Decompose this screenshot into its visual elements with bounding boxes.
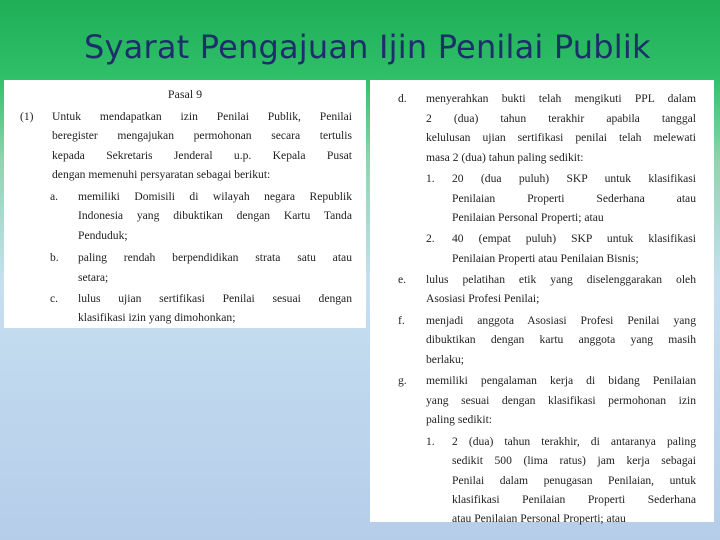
intro-line: dengan memenuhi persyaratan sebagai berikut: — [52, 168, 271, 181]
list-item-line: masa 2 (dua) tahun paling sedikit: — [426, 151, 584, 164]
sub-list-item-line: 2 (dua) tahun terakhir, di antaranya paling — [452, 435, 696, 448]
regulation-page-left — [4, 80, 366, 328]
list-item-line: memiliki pengalaman kerja di bidang Penilaian — [426, 374, 696, 387]
list-marker: f. — [398, 314, 405, 327]
sub-list-item-line: Penilaian Properti Sederhana atau — [452, 192, 696, 205]
list-item-line: berlaku; — [426, 353, 464, 366]
list-item-line: yang sesuai dengan klasifikasi permohonan izin — [426, 394, 696, 407]
list-marker: d. — [398, 92, 407, 105]
list-item-line: setara; — [78, 271, 109, 284]
paragraph-marker: (1) — [20, 110, 34, 123]
list-item-line: paling rendah berpendidikan strata satu atau — [78, 251, 352, 264]
list-item-line: klasifikasi izin yang dimohonkan; — [78, 311, 236, 324]
list-marker: a. — [50, 190, 59, 203]
list-marker: g. — [398, 374, 407, 387]
list-item-line: menjadi anggota Asosiasi Profesi Penilai yang — [426, 314, 696, 327]
list-item-line: 2 (dua) tahun terakhir apabila tanggal — [426, 112, 696, 125]
intro-line: beregister mengajukan permohonan secara tertulis — [52, 129, 352, 142]
list-item-line: Asosiasi Profesi Penilai; — [426, 292, 540, 305]
list-item-line: lulus ujian sertifikasi Penilai sesuai dengan — [78, 292, 352, 305]
sub-list-item-line: 20 (dua puluh) SKP untuk klasifikasi — [452, 172, 696, 185]
sub-list-item-line: sedikit 500 (lima ratus) jam kerja sebagai — [452, 454, 696, 467]
list-item-line: menyerahkan bukti telah mengikuti PPL dalam — [426, 92, 696, 105]
list-item-line: paling sedikit: — [426, 413, 493, 426]
list-marker: b. — [50, 251, 59, 264]
sub-list-item-line: Penilaian Properti atau Penilaian Bisnis; — [452, 252, 639, 265]
sub-list-item-line: klasifikasi Penilaian Properti Sederhana — [452, 493, 696, 506]
list-marker: e. — [398, 273, 407, 286]
sub-list-marker: 1. — [426, 172, 435, 185]
list-item-line: Penduduk; — [78, 229, 128, 242]
slide-title: Syarat Pengajuan Ijin Penilai Publik — [84, 28, 651, 66]
list-item-line: lulus pelatihan etik yang diselenggarakan oleh — [426, 273, 696, 286]
sub-list-item-line: atau Penilaian Personal Properti; atau — [452, 512, 626, 525]
list-item-line: dibuktikan dengan kartu anggota yang masih — [426, 333, 696, 346]
list-marker: c. — [50, 292, 59, 305]
right-page-body — [370, 80, 714, 525]
list-item-line: Indonesia yang dibuktikan dengan Kartu Tanda — [78, 209, 352, 222]
intro-line: Untuk mendapatkan izin Penilai Publik, Penilai — [52, 110, 352, 123]
sub-list-marker: 1. — [426, 435, 435, 448]
sub-list-marker: 2. — [426, 232, 435, 245]
sub-list-item-line: Penilai dalam penugasan Penilaian, untuk — [452, 474, 696, 487]
list-item-line: memiliki Domisili di wilayah negara Republik — [78, 190, 352, 203]
sub-list-item-line: Penilaian Personal Properti; atau — [452, 211, 604, 224]
sub-list-item-line: 40 (empat puluh) SKP untuk klasifikasi — [452, 232, 696, 245]
regulation-page-right — [370, 80, 714, 525]
list-item-line: kelulusan ujian sertifikasi penilai telah melewati — [426, 131, 696, 144]
article-heading: Pasal 9 — [167, 87, 203, 101]
intro-line: kepada Sekretaris Jenderal u.p. Kepala Pusat — [52, 149, 352, 162]
left-page-body — [4, 80, 366, 328]
